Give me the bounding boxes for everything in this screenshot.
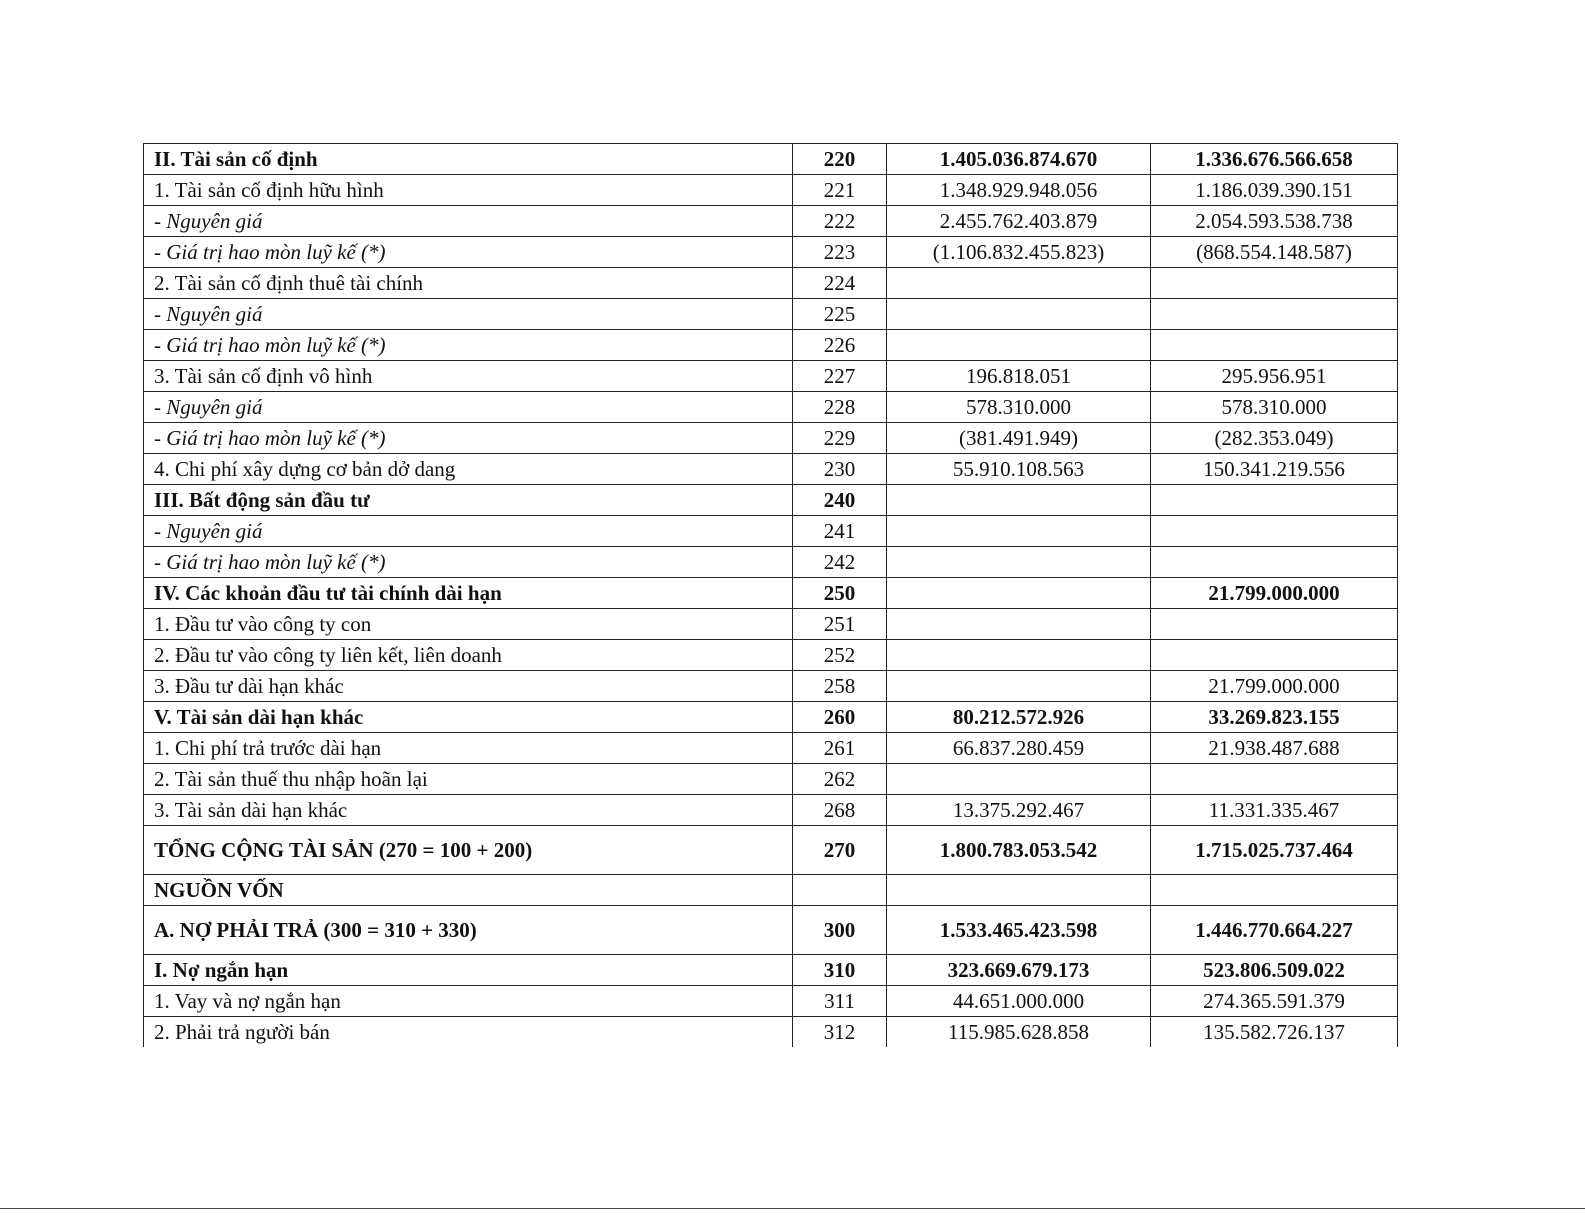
row-label-cell: - Nguyên giá	[144, 206, 793, 237]
table-row	[144, 361, 1398, 392]
row-label-cell: 2. Phải trả người bán	[144, 1017, 793, 1048]
row-label-cell: IV. Các khoản đầu tư tài chính dài hạn	[144, 578, 793, 609]
row-previous-period-cell	[1151, 875, 1398, 906]
row-code-cell: 251	[793, 609, 887, 640]
row-code-cell: 226	[793, 330, 887, 361]
row-code-cell: 220	[793, 144, 887, 175]
row-label-cell: 1. Vay và nợ ngắn hạn	[144, 986, 793, 1017]
balance-sheet-table	[143, 143, 1398, 1047]
row-code-cell: 242	[793, 547, 887, 578]
row-code-cell: 240	[793, 485, 887, 516]
row-current-period-cell	[887, 671, 1151, 702]
row-previous-period-cell: 295.956.951	[1151, 361, 1398, 392]
row-current-period-cell: 13.375.292.467	[887, 795, 1151, 826]
row-label-cell: - Giá trị hao mòn luỹ kế (*)	[144, 237, 793, 268]
row-previous-period-cell	[1151, 547, 1398, 578]
row-current-period-cell	[887, 299, 1151, 330]
row-previous-period-cell	[1151, 485, 1398, 516]
table-row	[144, 986, 1398, 1017]
row-label-cell: 3. Tài sản cố định vô hình	[144, 361, 793, 392]
row-code-cell: 262	[793, 764, 887, 795]
row-current-period-cell	[887, 764, 1151, 795]
page-bottom-rule	[0, 1208, 1585, 1209]
row-label-cell: - Nguyên giá	[144, 299, 793, 330]
row-label-cell: III. Bất động sản đầu tư	[144, 485, 793, 516]
row-code-cell: 312	[793, 1017, 887, 1048]
table-row	[144, 609, 1398, 640]
row-code-cell: 268	[793, 795, 887, 826]
row-previous-period-cell: 523.806.509.022	[1151, 955, 1398, 986]
row-label-cell: 3. Đầu tư dài hạn khác	[144, 671, 793, 702]
row-current-period-cell	[887, 578, 1151, 609]
row-code-cell: 221	[793, 175, 887, 206]
row-label-cell: - Giá trị hao mòn luỹ kế (*)	[144, 423, 793, 454]
row-code-cell: 222	[793, 206, 887, 237]
row-current-period-cell: 66.837.280.459	[887, 733, 1151, 764]
row-label-cell: A. NỢ PHẢI TRẢ (300 = 310 + 330)	[144, 906, 793, 955]
row-code-cell: 311	[793, 986, 887, 1017]
row-previous-period-cell: 33.269.823.155	[1151, 702, 1398, 733]
row-label-cell: 2. Tài sản cố định thuê tài chính	[144, 268, 793, 299]
row-previous-period-cell	[1151, 609, 1398, 640]
row-current-period-cell: 55.910.108.563	[887, 454, 1151, 485]
row-label-cell: NGUỒN VỐN	[144, 875, 793, 906]
row-previous-period-cell: (282.353.049)	[1151, 423, 1398, 454]
row-previous-period-cell	[1151, 268, 1398, 299]
table-row	[144, 516, 1398, 547]
row-previous-period-cell: 1.446.770.664.227	[1151, 906, 1398, 955]
row-label-cell: - Giá trị hao mòn luỹ kế (*)	[144, 547, 793, 578]
row-previous-period-cell	[1151, 516, 1398, 547]
row-current-period-cell: (381.491.949)	[887, 423, 1151, 454]
row-previous-period-cell: 2.054.593.538.738	[1151, 206, 1398, 237]
table-row	[144, 392, 1398, 423]
table-row	[144, 733, 1398, 764]
row-label-cell: II. Tài sản cố định	[144, 144, 793, 175]
row-current-period-cell	[887, 268, 1151, 299]
row-current-period-cell: 80.212.572.926	[887, 702, 1151, 733]
row-previous-period-cell: 1.336.676.566.658	[1151, 144, 1398, 175]
row-current-period-cell	[887, 609, 1151, 640]
row-current-period-cell: 115.985.628.858	[887, 1017, 1151, 1048]
table-row	[144, 795, 1398, 826]
table-row	[144, 640, 1398, 671]
table-row	[144, 206, 1398, 237]
row-code-cell: 229	[793, 423, 887, 454]
row-previous-period-cell: 1.715.025.737.464	[1151, 826, 1398, 875]
row-code-cell: 270	[793, 826, 887, 875]
row-label-cell: I. Nợ ngắn hạn	[144, 955, 793, 986]
row-current-period-cell: (1.106.832.455.823)	[887, 237, 1151, 268]
row-current-period-cell: 1.348.929.948.056	[887, 175, 1151, 206]
row-code-cell: 250	[793, 578, 887, 609]
row-code-cell: 227	[793, 361, 887, 392]
row-code-cell: 241	[793, 516, 887, 547]
row-code-cell: 228	[793, 392, 887, 423]
table-row	[144, 906, 1398, 955]
row-previous-period-cell	[1151, 330, 1398, 361]
row-code-cell: 258	[793, 671, 887, 702]
row-current-period-cell: 196.818.051	[887, 361, 1151, 392]
row-previous-period-cell	[1151, 299, 1398, 330]
row-current-period-cell	[887, 640, 1151, 671]
table-row	[144, 702, 1398, 733]
table-row	[144, 826, 1398, 875]
row-code-cell: 261	[793, 733, 887, 764]
row-previous-period-cell: 21.938.487.688	[1151, 733, 1398, 764]
row-current-period-cell	[887, 485, 1151, 516]
row-current-period-cell: 44.651.000.000	[887, 986, 1151, 1017]
row-code-cell: 224	[793, 268, 887, 299]
row-previous-period-cell: (868.554.148.587)	[1151, 237, 1398, 268]
row-previous-period-cell: 578.310.000	[1151, 392, 1398, 423]
table-row	[144, 175, 1398, 206]
row-previous-period-cell	[1151, 640, 1398, 671]
table-row	[144, 330, 1398, 361]
row-label-cell: TỔNG CỘNG TÀI SẢN (270 = 100 + 200)	[144, 826, 793, 875]
table-row	[144, 955, 1398, 986]
row-previous-period-cell: 150.341.219.556	[1151, 454, 1398, 485]
row-label-cell: - Nguyên giá	[144, 516, 793, 547]
row-code-cell: 300	[793, 906, 887, 955]
row-current-period-cell	[887, 547, 1151, 578]
row-label-cell: 2. Đầu tư vào công ty liên kết, liên doanh	[144, 640, 793, 671]
row-label-cell: 1. Đầu tư vào công ty con	[144, 609, 793, 640]
table-row	[144, 237, 1398, 268]
table-row	[144, 764, 1398, 795]
row-code-cell: 260	[793, 702, 887, 733]
row-label-cell: 1. Chi phí trả trước dài hạn	[144, 733, 793, 764]
row-label-cell: 1. Tài sản cố định hữu hình	[144, 175, 793, 206]
row-label-cell: V. Tài sản dài hạn khác	[144, 702, 793, 733]
table-row	[144, 875, 1398, 906]
row-previous-period-cell: 135.582.726.137	[1151, 1017, 1398, 1048]
row-label-cell: 3. Tài sản dài hạn khác	[144, 795, 793, 826]
table-row	[144, 454, 1398, 485]
table-row	[144, 671, 1398, 702]
row-code-cell: 225	[793, 299, 887, 330]
row-previous-period-cell	[1151, 764, 1398, 795]
table-row	[144, 144, 1398, 175]
row-code-cell: 252	[793, 640, 887, 671]
row-current-period-cell	[887, 330, 1151, 361]
table-row	[144, 1017, 1398, 1048]
row-previous-period-cell: 21.799.000.000	[1151, 671, 1398, 702]
row-previous-period-cell: 21.799.000.000	[1151, 578, 1398, 609]
table-row	[144, 485, 1398, 516]
row-current-period-cell	[887, 516, 1151, 547]
table-row	[144, 423, 1398, 454]
row-current-period-cell: 2.455.762.403.879	[887, 206, 1151, 237]
row-current-period-cell: 323.669.679.173	[887, 955, 1151, 986]
row-code-cell	[793, 875, 887, 906]
row-label-cell: 4. Chi phí xây dựng cơ bản dở dang	[144, 454, 793, 485]
row-current-period-cell: 1.800.783.053.542	[887, 826, 1151, 875]
row-label-cell: - Giá trị hao mòn luỹ kế (*)	[144, 330, 793, 361]
row-code-cell: 223	[793, 237, 887, 268]
row-code-cell: 310	[793, 955, 887, 986]
table-row	[144, 299, 1398, 330]
table-row	[144, 578, 1398, 609]
row-previous-period-cell: 11.331.335.467	[1151, 795, 1398, 826]
row-code-cell: 230	[793, 454, 887, 485]
row-current-period-cell: 578.310.000	[887, 392, 1151, 423]
balance-sheet-page	[143, 143, 1397, 1047]
row-label-cell: 2. Tài sản thuế thu nhập hoãn lại	[144, 764, 793, 795]
table-row	[144, 268, 1398, 299]
row-label-cell: - Nguyên giá	[144, 392, 793, 423]
row-previous-period-cell: 1.186.039.390.151	[1151, 175, 1398, 206]
table-row	[144, 547, 1398, 578]
row-previous-period-cell: 274.365.591.379	[1151, 986, 1398, 1017]
row-current-period-cell	[887, 875, 1151, 906]
row-current-period-cell: 1.405.036.874.670	[887, 144, 1151, 175]
row-current-period-cell: 1.533.465.423.598	[887, 906, 1151, 955]
